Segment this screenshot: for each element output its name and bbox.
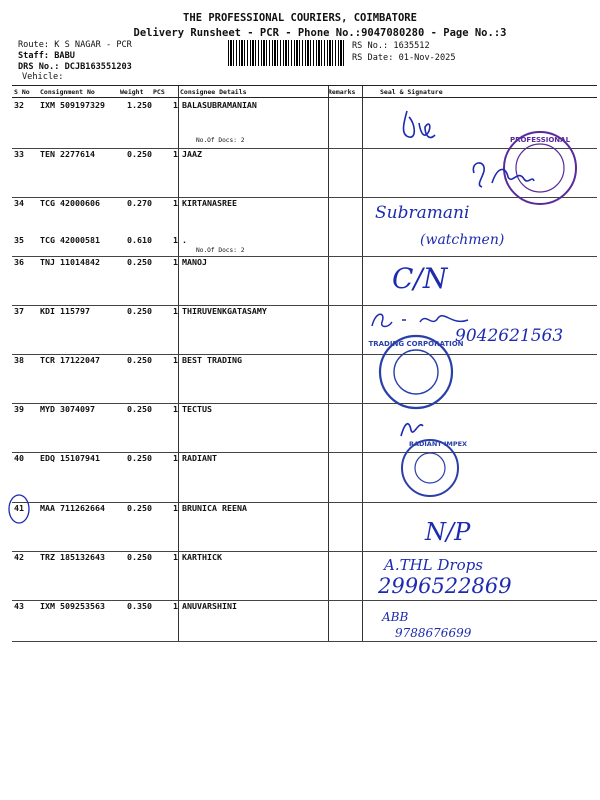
row-42-consignment: TRZ 185132643	[40, 552, 105, 562]
stamp-radiant	[392, 436, 472, 496]
stamp-top-text: PROFESSIONAL	[509, 136, 571, 144]
row-36-pcs: 1	[173, 257, 178, 267]
row-34-consignee: KIRTANASREE	[182, 198, 237, 208]
col-pcs: PCS	[153, 88, 165, 96]
row-37-weight: 0.250	[127, 306, 152, 316]
handwriting-phone-42: 2996522869	[378, 574, 512, 598]
drs-value: DCJB163551203	[64, 62, 132, 72]
runsheet-subtitle: Delivery Runsheet - PCR - Phone No.:9047080280 - Page No.:3	[133, 27, 507, 39]
row-35-sno: 35	[14, 235, 24, 245]
row-41-pcs: 1	[173, 503, 178, 513]
rs-date-label: RS Date:	[352, 53, 394, 63]
col-consignment: Consignment No	[40, 88, 95, 96]
col-sno: S No	[14, 88, 30, 96]
row-40-consignee: RADIANT	[182, 453, 217, 463]
row-38-sno: 38	[14, 355, 24, 365]
row-separator	[12, 305, 597, 306]
row-39-pcs: 1	[173, 404, 178, 414]
row-34-weight: 0.270	[127, 198, 152, 208]
row-33-consignment: TEN 2277614	[40, 149, 95, 159]
row-36-consignee: MANOJ	[182, 257, 207, 267]
row-34-consignment: TCG 42000606	[40, 198, 100, 208]
col-details: Consignee Details	[180, 88, 247, 96]
row-42-weight: 0.250	[127, 552, 152, 562]
row-42-sno: 42	[14, 552, 24, 562]
staff-label: Staff:	[18, 51, 50, 61]
row-34-sno: 34	[14, 198, 24, 208]
vehicle-label: Vehicle:	[22, 72, 64, 82]
row-32-sno: 32	[14, 100, 24, 110]
row-42-pcs: 1	[173, 552, 178, 562]
row-41-consignment: MAA 711262664	[40, 503, 105, 513]
signature-32	[395, 105, 445, 145]
signature-33	[468, 155, 538, 200]
stamp-best-trading-text: TRADING CORPORATION	[368, 340, 464, 348]
row-separator	[12, 641, 597, 642]
row-separator	[12, 551, 597, 552]
row-34-pcs: 1	[173, 198, 178, 208]
col-divider-details	[178, 86, 179, 641]
row-35-pcs: 1	[173, 235, 178, 245]
row-35-consignee: .	[182, 235, 187, 245]
col-divider-remarks	[328, 86, 329, 641]
row-33-pcs: 1	[173, 149, 178, 159]
handwriting-cn: C/N	[392, 262, 448, 295]
row-39-sno: 39	[14, 404, 24, 414]
row-40-consignment: EDQ 15107941	[40, 453, 100, 463]
row-37-sno: 37	[14, 306, 24, 316]
col-divider-seal	[362, 86, 363, 641]
row-41-sno: 41	[14, 503, 24, 513]
row-39-weight: 0.250	[127, 404, 152, 414]
row-41-consignee: BRUNICA REENA	[182, 503, 247, 513]
table-top-line	[12, 85, 597, 86]
row-37-pcs: 1	[173, 306, 178, 316]
table-header-line	[12, 97, 597, 98]
row-43-sno: 43	[14, 601, 24, 611]
row-36-weight: 0.250	[127, 257, 152, 267]
handwriting-watchman: (watchmen)	[420, 232, 505, 248]
row-32-pcs: 1	[173, 100, 178, 110]
row-35-consignment: TCG 42000581	[40, 235, 100, 245]
row-separator	[12, 452, 597, 453]
barcode	[228, 40, 346, 66]
handwriting-phone-37: 9042621563	[455, 326, 564, 346]
rs-no-value: 1635512	[393, 41, 430, 51]
drs-label: DRS No.:	[18, 62, 60, 72]
handwriting-subramani: Subramani	[375, 203, 470, 223]
row-32-weight: 1.250	[127, 100, 152, 110]
row-37-consignee: THIRUVENKGATASAMY	[182, 306, 267, 316]
handwriting-phone-43: 9788676699	[395, 626, 472, 640]
row-32-docs: No.Of Docs: 2	[196, 137, 245, 144]
rs-no-label: RS No.:	[352, 41, 389, 51]
row-32-consignment: IXM 509197329	[40, 100, 105, 110]
row-43-pcs: 1	[173, 601, 178, 611]
rs-no-line	[352, 41, 430, 51]
handwriting-np: N/P	[425, 518, 471, 546]
row-40-weight: 0.250	[127, 453, 152, 463]
row-37-consignment: KDI 115797	[40, 306, 90, 316]
row-35-weight: 0.610	[127, 235, 152, 245]
row-40-sno: 40	[14, 453, 24, 463]
sno-41-circle	[6, 492, 32, 526]
row-42-consignee: KARTHICK	[182, 552, 222, 562]
row-35-docs: No.Of Docs: 2	[196, 247, 245, 254]
row-39-consignment: MYD 3074097	[40, 404, 95, 414]
row-33-weight: 0.250	[127, 149, 152, 159]
handwriting-initials-43: ABB	[382, 610, 409, 624]
route-line	[18, 40, 132, 50]
row-32-consignee: BALASUBRAMANIAN	[182, 100, 257, 110]
row-33-consignee: JAAZ	[182, 149, 202, 159]
stamp-best-trading	[368, 332, 464, 412]
row-separator	[12, 600, 597, 601]
drs-line	[18, 62, 132, 72]
company-title: THE PROFESSIONAL COURIERS, COIMBATORE	[183, 12, 417, 24]
col-remarks: Remarks	[328, 88, 356, 96]
rs-date-line	[352, 53, 456, 63]
row-38-weight: 0.250	[127, 355, 152, 365]
route-label: Route:	[18, 40, 50, 50]
row-38-pcs: 1	[173, 355, 178, 365]
row-36-consignment: TNJ 11014842	[40, 257, 100, 267]
row-43-consignee: ANUVARSHINI	[182, 601, 237, 611]
row-41-weight: 0.250	[127, 503, 152, 513]
row-33-sno: 33	[14, 149, 24, 159]
row-36-sno: 36	[14, 257, 24, 267]
handwriting-name-42: A.THL Drops	[384, 556, 483, 574]
row-43-consignment: IXM 509253563	[40, 601, 105, 611]
vehicle-line	[22, 72, 63, 82]
staff-value: BABU	[54, 51, 75, 61]
rs-date-value: 01-Nov-2025	[398, 53, 456, 63]
row-39-consignee: TECTUS	[182, 404, 212, 414]
row-40-pcs: 1	[173, 453, 178, 463]
stamp-radiant-text: RADIANT IMPEX	[408, 440, 468, 448]
col-weight: Weight	[120, 88, 144, 96]
row-separator	[12, 354, 597, 355]
staff-line	[18, 51, 75, 61]
row-43-weight: 0.350	[127, 601, 152, 611]
row-38-consignment: TCR 17122047	[40, 355, 100, 365]
route-value: K S NAGAR - PCR	[54, 40, 132, 50]
row-separator	[12, 403, 597, 404]
row-separator	[12, 256, 597, 257]
row-38-consignee: BEST TRADING	[182, 355, 242, 365]
col-seal: Seal & Signature	[380, 88, 443, 96]
row-separator	[12, 502, 597, 503]
